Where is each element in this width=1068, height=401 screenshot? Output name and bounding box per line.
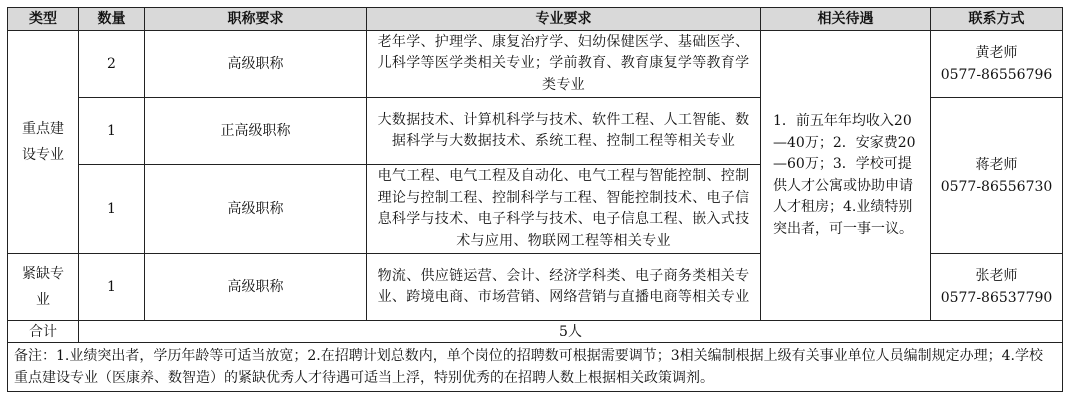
count-cell: 2: [79, 31, 145, 98]
title-cell: 高级职称: [145, 165, 367, 254]
contact-phone: 0577-86537790: [940, 290, 1053, 306]
benefit-cell: 1．前五年年均收入20—40万；2．安家费20—60万；3．学校可提供人才公寓或协助申请人才租房；4.业绩特别突出者，可一事一议。: [761, 31, 931, 321]
contact-name: 黄老师: [975, 45, 1018, 61]
major-cell: 电气工程、电气工程及自动化、电气工程与智能控制、控制理论与控制工程、控制科学与工程、智能控制技术、电子信息科学与技术、电子科学与技术、电子信息工程、嵌入式技术与应用、物联网工程等相关专业: [367, 165, 761, 254]
type-cell: 紧缺专业: [8, 254, 79, 321]
contact-cell: [931, 98, 1063, 254]
total-row: [8, 321, 1063, 343]
title-cell: 高级职称: [145, 31, 367, 98]
contact-phone: 0577-86556796: [940, 67, 1053, 83]
type-cell: 重点建设专业: [8, 31, 79, 254]
count-cell: 1: [79, 98, 145, 165]
header-contact: 联系方式: [931, 8, 1063, 31]
major-cell: 大数据技术、计算机科学与技术、软件工程、人工智能、数据科学与大数据技术、系统工程、控制工程等相关专业: [367, 98, 761, 165]
contact-name: 蒋老师: [975, 156, 1018, 173]
count-cell: 1: [79, 165, 145, 254]
title-cell: 正高级职称: [145, 98, 367, 165]
contact-cell: [931, 31, 1063, 98]
total-value: 5人: [79, 321, 1063, 343]
header-benefit: 相关待遇: [761, 8, 931, 31]
header-type: 类型: [8, 8, 79, 31]
contact-phone: 0577-86556730: [940, 178, 1053, 195]
note-row: [8, 343, 1063, 392]
header-title: 职称要求: [145, 8, 367, 31]
major-cell: 物流、供应链运营、会计、经济学科类、电子商务类相关专业、跨境电商、市场营销、网络营销与直播电商等相关专业: [367, 254, 761, 321]
note-cell: 备注：1.业绩突出者，学历年龄等可适当放宽；2.在招聘计划总数内，单个岗位的招聘数可根据需要调节；3相关编制根据上级有关事业单位人员编制规定办理；4.学校重点建设专业（医康养、数智造）的紧缺优秀人才待遇可适当上浮，特别优秀的在招聘人数上根据相关政策调剂。: [8, 343, 1063, 392]
contact-name: 张老师: [975, 268, 1018, 284]
header-major: 专业要求: [367, 8, 761, 31]
title-cell: 高级职称: [145, 254, 367, 321]
recruitment-table: [7, 7, 1063, 392]
header-count: 数量: [79, 8, 145, 31]
major-cell: 老年学、护理学、康复治疗学、妇幼保健医学、基础医学、儿科学等医学类相关专业；学前教育、教育康复学等教育学类专业: [367, 31, 761, 98]
table-row: [8, 31, 1063, 98]
contact-cell: [931, 254, 1063, 321]
total-label: 合计: [8, 321, 79, 343]
count-cell: 1: [79, 254, 145, 321]
header-row: [8, 8, 1063, 31]
